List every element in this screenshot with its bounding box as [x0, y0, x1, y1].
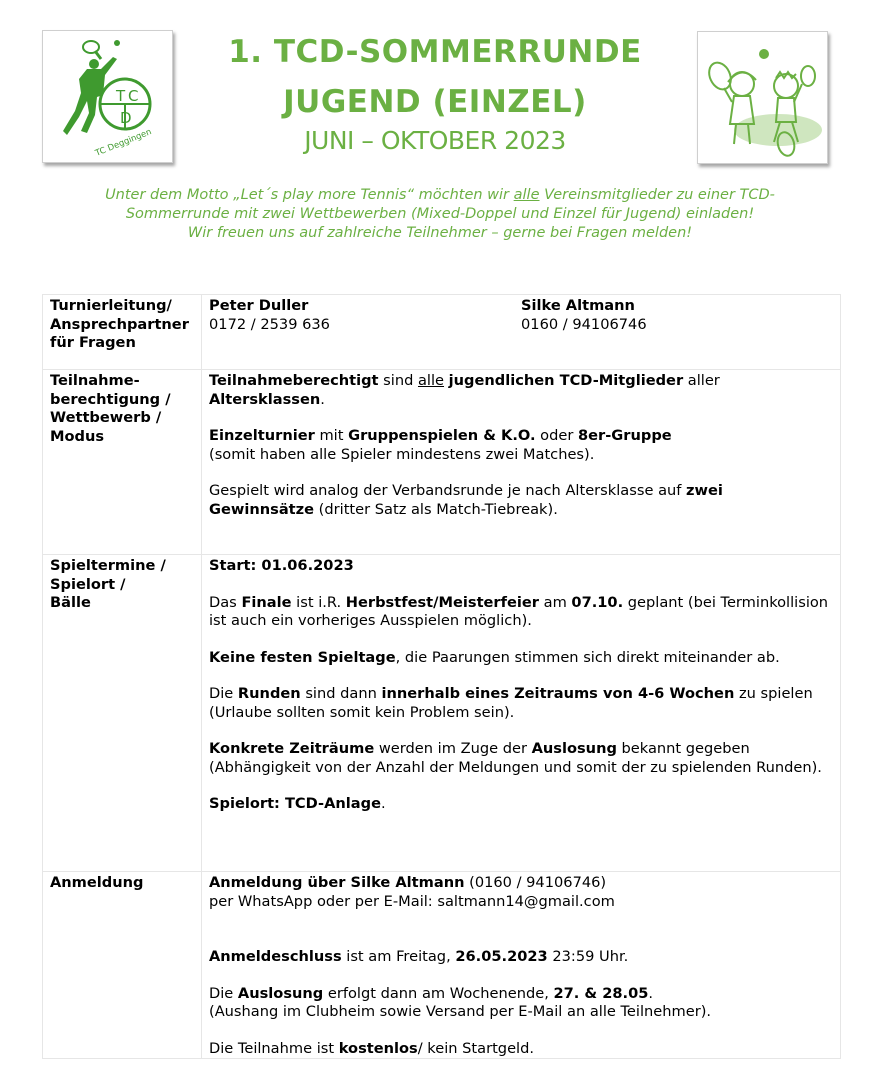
teilnahme-content [202, 370, 841, 555]
spieltage-paragraph: Keine festen Spieltage, die Paarungen stimmen sich direkt miteinander ab. [209, 648, 780, 666]
intro-line1: Unter dem Motto „Let´s play more Tennis“ möchten wir alle Vereinsmitglieder zu einer TCD- [105, 187, 775, 203]
anmeldung-paragraph-1: Anmeldung über Silke Altmann (0160 / 94106746) per WhatsApp oder per E-Mail: saltmann14@gmail.com [209, 874, 615, 910]
row-spieltermine [43, 555, 841, 872]
spieltermine-content [202, 555, 841, 872]
intro-line3: Wir freuen uns auf zahlreiche Teilnehmer – gerne bei Fragen melden! [187, 225, 693, 241]
row-turnierleitung [43, 295, 841, 370]
row-teilnahme [43, 370, 841, 555]
start-date: Start: 01.06.2023 [209, 557, 354, 574]
auslosung-paragraph: Die Auslosung erfolgt dann am Wochenende, 27. & 28.05. (Aushang im Clubheim sowie Versand per E-Mail an alle Teilnehmer). [209, 984, 712, 1020]
row-label-teilnahme: Teilnahme- berechtigung / Wettbewerb / Modus [43, 370, 202, 555]
logo-letter-c: C [128, 87, 139, 105]
intro-text [60, 186, 820, 243]
page-subtitle-dates: JUNI – OKTOBER 2023 [304, 126, 566, 155]
logo-letter-d: D [120, 109, 132, 127]
kids-tennis-illustration [697, 31, 828, 164]
row-anmeldung [43, 872, 841, 1059]
page-title-line1: 1. TCD-SOMMERRUNDE [228, 34, 642, 70]
zeitraeume-paragraph: Konkrete Zeiträume werden im Zuge der Auslosung bekannt gegeben (Abhängigkeit von der Anzahl der Meldungen und somit der zu spielenden Runden). [209, 740, 822, 776]
info-table [42, 294, 841, 1059]
anmeldung-content [202, 872, 841, 1059]
contact-cell [202, 295, 841, 370]
teilnahme-paragraph-1: Teilnahmeberechtigt sind alle jugendlichen TCD-Mitglieder aller Altersklassen. [209, 372, 720, 408]
logo-letter-t: T [116, 87, 126, 105]
row-label-turnierleitung: Turnierleitung/ Ansprechpartner für Fragen [43, 295, 202, 370]
contact-silke-altmann: Silke Altmann 0160 / 94106746 [521, 297, 647, 333]
page-title-line2: JUGEND (EINZEL) [283, 84, 587, 120]
runden-paragraph: Die Runden sind dann innerhalb eines Zeitraums von 4-6 Wochen zu spielen (Urlaube sollten somit kein Problem sein). [209, 685, 813, 721]
tennis-club-logo-icon [43, 31, 172, 162]
kids-playing-tennis-icon [698, 32, 827, 163]
anmeldeschluss-paragraph: Anmeldeschluss ist am Freitag, 26.05.2023 23:59 Uhr. [209, 948, 629, 965]
intro-line2: Sommerrunde mit zwei Wettbewerben (Mixed-Doppel und Einzel für Jugend) einladen! [125, 206, 755, 222]
contact-peter-duller: Peter Duller 0172 / 2539 636 [209, 297, 330, 333]
row-label-anmeldung: Anmeldung [43, 872, 202, 1059]
logo-ring-text: TC Deggingen [94, 127, 154, 159]
club-logo [42, 30, 173, 163]
row-label-spieltermine: Spieltermine / Spielort / Bälle [43, 555, 202, 872]
spielort-paragraph: Spielort: TCD-Anlage. [209, 795, 386, 812]
kosten-paragraph: Die Teilnahme ist kostenlos/ kein Startgeld. [209, 1039, 535, 1057]
teilnahme-paragraph-3: Gespielt wird analog der Verbandsrunde je nach Altersklasse auf zwei Gewinnsätze (dritter Satz als Match-Tiebreak). [209, 482, 723, 518]
teilnahme-paragraph-2: Einzelturnier mit Gruppenspielen & K.O. oder 8er-Gruppe (somit haben alle Spieler mindestens zwei Matches). [209, 427, 672, 463]
finale-paragraph: Das Finale ist i.R. Herbstfest/Meisterfeier am 07.10. geplant (bei Terminkollision ist auch ein vorheriges Ausspielen möglich). [209, 593, 829, 629]
